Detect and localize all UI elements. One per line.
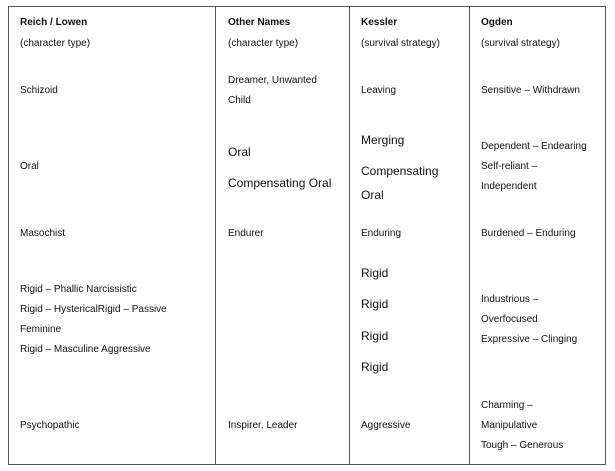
cell-kessler: Oral [361, 188, 384, 202]
cell-ogden: Dependent – Endearing [481, 141, 587, 152]
cell-kessler: Leaving [361, 85, 397, 96]
header-kessler: Kessler [361, 17, 398, 28]
cell-ogden: Burdened – Enduring [481, 228, 576, 239]
cell-kessler: Enduring [361, 228, 402, 239]
cell-ogden: Overfocused [481, 314, 538, 325]
column-divider [215, 6, 216, 465]
cell-kessler: Aggressive [361, 420, 411, 431]
cell-ogden: Sensitive – Withdrawn [481, 85, 580, 96]
cell-ogden: Tough – Generous [481, 440, 564, 451]
cell-other-names: Endurer [228, 228, 264, 239]
cell-kessler: Rigid [361, 297, 389, 311]
cell-kessler: Rigid [361, 360, 389, 374]
cell-kessler: Rigid [361, 329, 389, 343]
cell-ogden: Industrious – [481, 294, 539, 305]
cell-other-names: Inspirer, Leader [228, 420, 298, 431]
cell-reich: Schizoid [20, 85, 58, 96]
cell-ogden: Manipulative [481, 420, 538, 431]
cell-ogden: Expressive – Clinging [481, 334, 578, 345]
cell-reich: Rigid – HystericalRigid – Passive [20, 304, 167, 315]
cell-ogden: Independent [481, 181, 537, 192]
cell-reich: Oral [20, 161, 39, 172]
cell-kessler: Compensating [361, 164, 439, 178]
cell-kessler: Merging [361, 133, 405, 147]
header-kessler-sub: (survival strategy) [361, 38, 440, 49]
header-reich-lowen-sub: (character type) [20, 38, 91, 49]
cell-other-names: Oral [228, 145, 251, 159]
header-ogden: Ogden [481, 17, 513, 28]
cell-kessler: Rigid [361, 266, 389, 280]
header-reich-lowen: Reich / Lowen [20, 17, 88, 28]
column-divider [469, 6, 470, 465]
header-other-names-sub: (character type) [228, 38, 299, 49]
cell-reich: Masochist [20, 228, 66, 239]
cell-ogden: Charming – [481, 400, 533, 411]
cell-reich: Psychopathic [20, 420, 80, 431]
cell-other-names: Dreamer, Unwanted [228, 75, 317, 86]
column-divider [349, 6, 350, 465]
header-other-names: Other Names [228, 17, 291, 28]
cell-reich: Rigid – Phallic Narcissistic [20, 284, 137, 295]
cell-other-names: Child [228, 95, 251, 106]
cell-reich: Feminine [20, 324, 62, 335]
cell-other-names: Compensating Oral [228, 176, 332, 190]
cell-reich: Rigid – Masculine Aggressive [20, 344, 151, 355]
header-ogden-sub: (survival strategy) [481, 38, 560, 49]
cell-ogden: Self-reliant – [481, 161, 538, 172]
